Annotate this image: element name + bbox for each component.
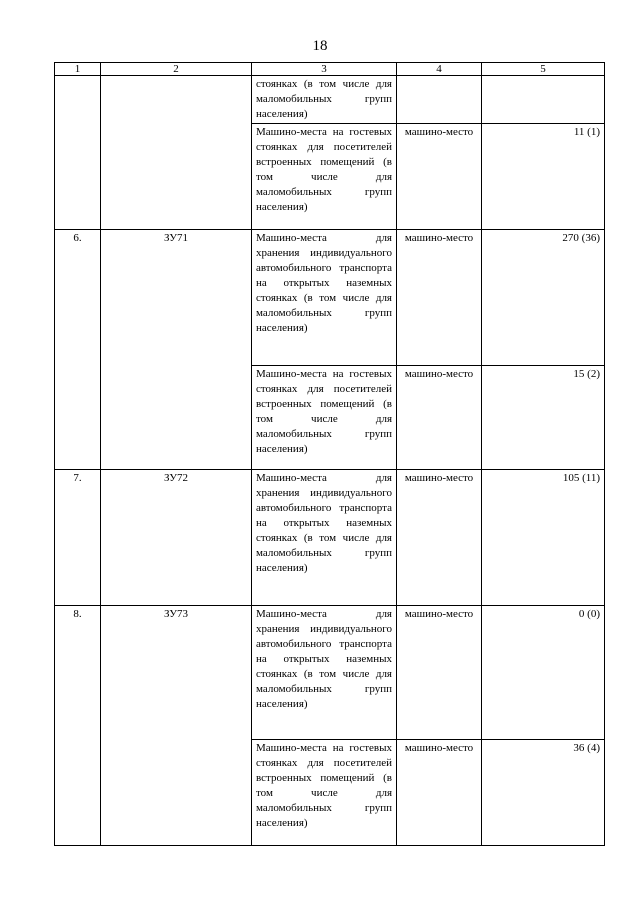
parking-table <box>54 62 605 846</box>
table-row <box>55 606 605 740</box>
header-cell-4: 4 <box>397 63 482 76</box>
quantity: 0 (0) <box>482 606 605 740</box>
description: Машино-места для хранения индивидуального автомобильного транспорта на открытых наземных стоянках (в том числе для маломобильных групп населения) <box>252 230 397 366</box>
quantity: 11 (1) <box>482 124 605 230</box>
quantity: 105 (11) <box>482 470 605 606</box>
description: Машино-места на гостевых стоянках для посетителей встроенных помещений (в том числе для маломобильных групп населения) <box>252 366 397 470</box>
row-number: 6. <box>55 230 101 470</box>
description: Машино-места на гостевых стоянках для посетителей встроенных помещений (в том числе для маломобильных групп населения) <box>252 124 397 230</box>
description: стоянках (в том числе для маломобильных групп населения) <box>252 76 397 124</box>
description: Машино-места для хранения индивидуального автомобильного транспорта на открытых наземных стоянках (в том числе для маломобильных групп населения) <box>252 470 397 606</box>
header-cell-3: 3 <box>252 63 397 76</box>
land-plot: ЗУ72 <box>101 470 252 606</box>
quantity: 15 (2) <box>482 366 605 470</box>
quantity: 36 (4) <box>482 740 605 846</box>
table-row <box>55 470 605 606</box>
header-cell-5: 5 <box>482 63 605 76</box>
header-cell-1: 1 <box>55 63 101 76</box>
unit <box>397 76 482 124</box>
unit: машино-место <box>397 740 482 846</box>
unit: машино-место <box>397 606 482 740</box>
quantity <box>482 76 605 124</box>
row-number: 8. <box>55 606 101 846</box>
unit: машино-место <box>397 124 482 230</box>
unit: машино-место <box>397 366 482 470</box>
page-number: 18 <box>312 38 328 54</box>
row-number: 7. <box>55 470 101 606</box>
table-row <box>55 76 605 124</box>
description: Машино-места для хранения индивидуального автомобильного транспорта на открытых наземных стоянках (в том числе для маломобильных групп населения) <box>252 606 397 740</box>
unit: машино-место <box>397 230 482 366</box>
table-row <box>55 230 605 366</box>
unit: машино-место <box>397 470 482 606</box>
row-number <box>55 76 101 230</box>
quantity: 270 (36) <box>482 230 605 366</box>
land-plot: ЗУ71 <box>101 230 252 470</box>
table-header-row <box>55 63 605 76</box>
land-plot: ЗУ73 <box>101 606 252 846</box>
header-cell-2: 2 <box>101 63 252 76</box>
land-plot <box>101 76 252 230</box>
description: Машино-места на гостевых стоянках для посетителей встроенных помещений (в том числе для маломобильных групп населения) <box>252 740 397 846</box>
